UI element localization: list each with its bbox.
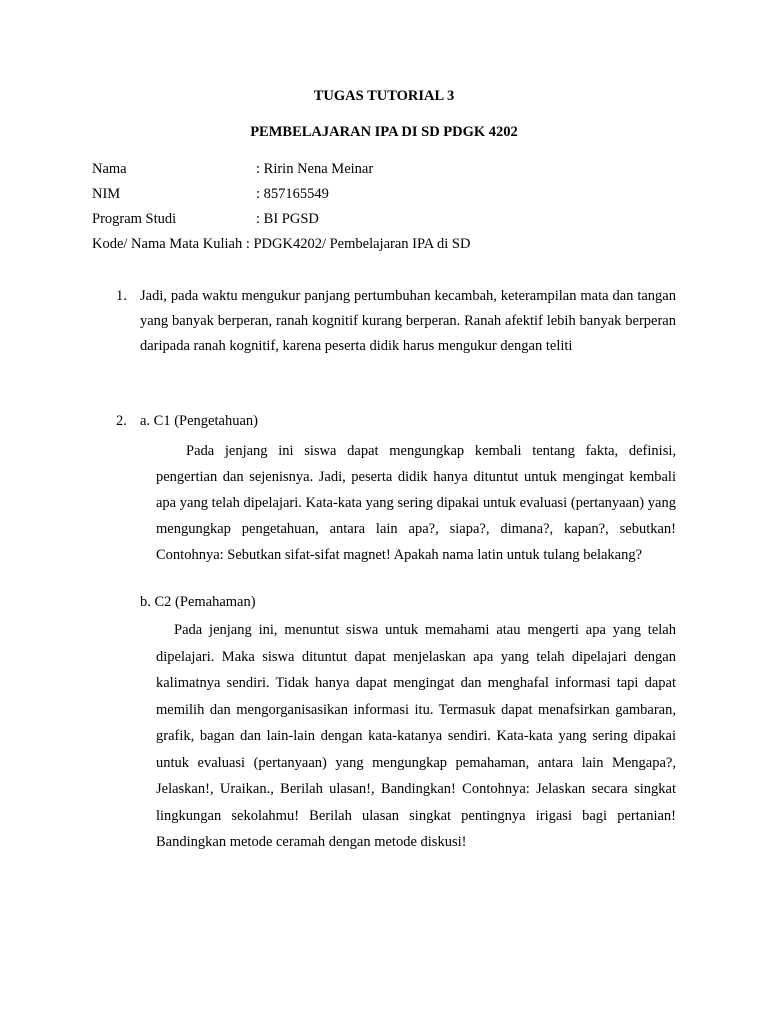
info-label: Nama (92, 161, 127, 177)
info-value: : PDGK4202/ Pembelajaran IPA di SD (242, 236, 471, 252)
info-row-nama (92, 157, 692, 182)
section-b-heading: b. C2 (Pemahaman) (140, 594, 256, 610)
info-value: : BI PGSD (256, 211, 319, 227)
answer-2 (116, 409, 676, 856)
info-value: : 857165549 (256, 186, 329, 202)
info-label: Kode/ Nama Mata Kuliah (92, 236, 243, 252)
document-subtitle: PEMBELAJARAN IPA DI SD PDGK 4202 (250, 124, 518, 140)
info-label: Program Studi (92, 211, 177, 227)
section-a-text: Pada jenjang ini siswa dapat mengungkap kembali tentang fakta, definisi, pengertian dan sejenisnya. Jadi, peserta didik hanya dituntut untuk mengingat kembali apa yang telah dipelajari. Kata-kata yang sering dipakai untuk evaluasi (pertanyaan) yang mengungkap pengetahuan, antara lain apa?, siapa?, dimana?, kapan?, sebutkan! Contohnya: Sebutkan sifat-sifat magnet! Apakah nama latin untuk tulang belakang? (156, 443, 676, 563)
info-row-mata-kuliah (92, 232, 692, 257)
student-info (92, 157, 692, 257)
document-title: TUGAS TUTORIAL 3 (313, 88, 455, 104)
answer-1-text: Jadi, pada waktu mengukur panjang pertumbuhan kecambah, keterampilan mata dan tangan yang banyak berperan, ranah kognitif kurang berperan. Ranah afektif lebih banyak berperan daripada ranah kognitif, karena peserta didik harus mengukur dengan teliti (140, 288, 676, 354)
answer-number: 2. (116, 413, 127, 429)
info-row-nim (92, 182, 692, 207)
section-b-text: Pada jenjang ini, menuntut siswa untuk memahami atau mengerti apa yang telah dipelajari. Maka siswa dituntut dapat menjelaskan apa yang telah dipelajari dengan kalimatnya sendiri. Tidak hanya dapat mengingat dan menghafal informasi tapi dapat memilih dan mengorganisasikan informasi itu. Termasuk dapat menafsirkan gambaran, grafik, bagan dan lain-lain dengan kata-katanya sendiri. Kata-kata yang sering dipakai untuk evaluasi (pertanyaan) yang mengungkap pemahaman, antara lain Mengapa?, Jelaskan!, Uraikan., Berilah ulasan!, Bandingkan! Contohnya: Jelaskan secara singkat lingkungan sekolahmu! Berilah ulasan singkat pentingnya irigasi bagi pertanian! Bandingkan metode ceramah dengan metode diskusi! (156, 622, 676, 850)
info-label: NIM (92, 186, 121, 202)
answer-1 (116, 284, 676, 359)
answer-number: 1. (116, 288, 127, 304)
info-value: : Ririn Nena Meinar (256, 161, 374, 177)
info-row-program-studi (92, 207, 692, 232)
section-a-heading: a. C1 (Pengetahuan) (140, 413, 258, 429)
